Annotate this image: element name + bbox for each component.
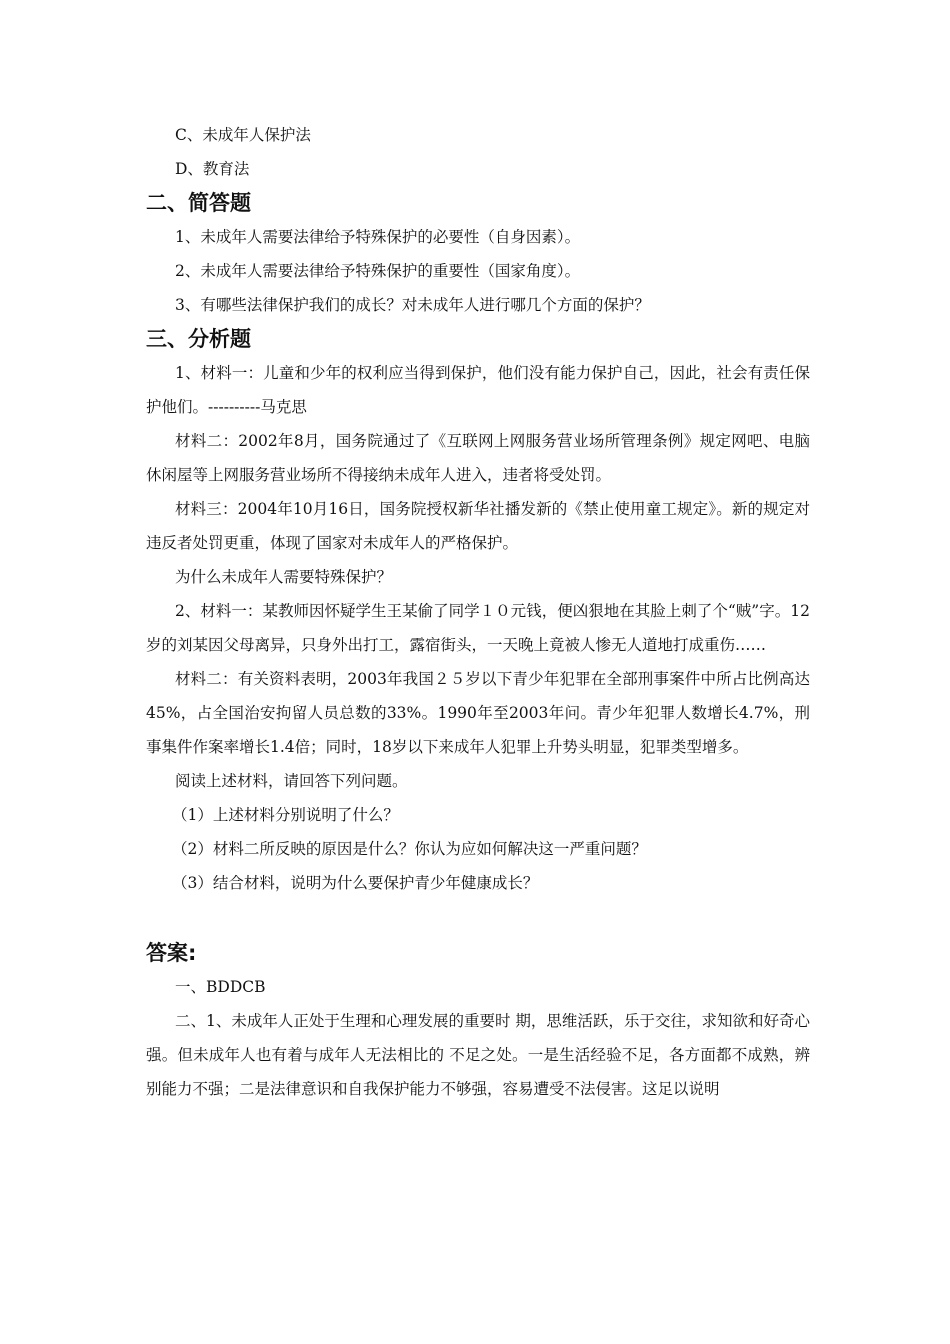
section-heading-short-answer: 二、简答题 [146,191,251,215]
section-heading-analysis: 三、分析题 [146,327,251,351]
document-page [146,118,810,1106]
short-answer-question-1: 1、未成年人需要法律给予特殊保护的必要性（自身因素）。 [175,228,581,246]
analysis-2-question-3: （3）结合材料，说明为什么要保护青少年健康成长？ [172,874,539,892]
answer-short-answer-1: 二、1、未成年人正处于生理和心理发展的重要时 期，思维活跃，乐于交往，求知欲和好奇心强。但未成年人也有着与成年人无法相比的 不足之处。一是生活经验不足，各方面都不成熟，辨别能力不强；二是法律意识和自我保护能力不够强，容易遭受不法侵害。这足以说明 [146,1012,810,1098]
option-d: D、教育法 [175,160,250,178]
spacer [146,900,810,936]
analysis-2-question-2: （2）材料二所反映的原因是什么？你认为应如何解决这一严重问题？ [172,840,647,858]
analysis-1-question: 为什么未成年人需要特殊保护？ [175,568,393,586]
analysis-1-material-1: 1、材料一：儿童和少年的权利应当得到保护，他们没有能力保护自己，因此，社会有责任保护他们。----------马克思 [146,364,810,416]
short-answer-question-2: 2、未成年人需要法律给予特殊保护的重要性（国家角度）。 [175,262,581,280]
short-answer-question-3: 3、有哪些法律保护我们的成长？对未成年人进行哪几个方面的保护？ [175,296,650,314]
analysis-2-material-1: 2、材料一：某教师因怀疑学生王某偷了同学１０元钱，便凶狠地在其脸上刺了个“贼”字。12岁的刘某因父母离异，只身外出打工，露宿街头，一天晚上竟被人惨无人道地打成重伤…… [146,602,810,654]
answers-heading: 答案: [146,941,197,965]
analysis-2-question-1: （1）上述材料分别说明了什么？ [172,806,399,824]
analysis-1-material-3: 材料三：2004年10月16日，国务院授权新华社播发新的《禁止使用童工规定》。新的规定对违反者处罚更重，体现了国家对未成年人的严格保护。 [146,500,810,552]
analysis-2-instruction: 阅读上述材料，请回答下列问题。 [175,772,408,790]
answer-multiple-choice: 一、BDDCB [175,978,266,996]
option-c: C、未成年人保护法 [175,126,311,144]
analysis-2-material-2: 材料二：有关资料表明，2003年我国２５岁以下青少年犯罪在全部刑事案件中所占比例高达45%，占全国治安拘留人员总数的33%。1990年至2003年问。青少年犯罪人数增长4.7%，刑事集件作案率增长1.4倍；同时，18岁以下来成年人犯罪上升势头明显，犯罪类型增多。 [146,670,810,756]
analysis-1-material-2: 材料二：2002年8月，国务院通过了《互联网上网服务营业场所管理条例》规定网吧、电脑休闲屋等上网服务营业场所不得接纳未成年人进入，违者将受处罚。 [146,432,810,484]
